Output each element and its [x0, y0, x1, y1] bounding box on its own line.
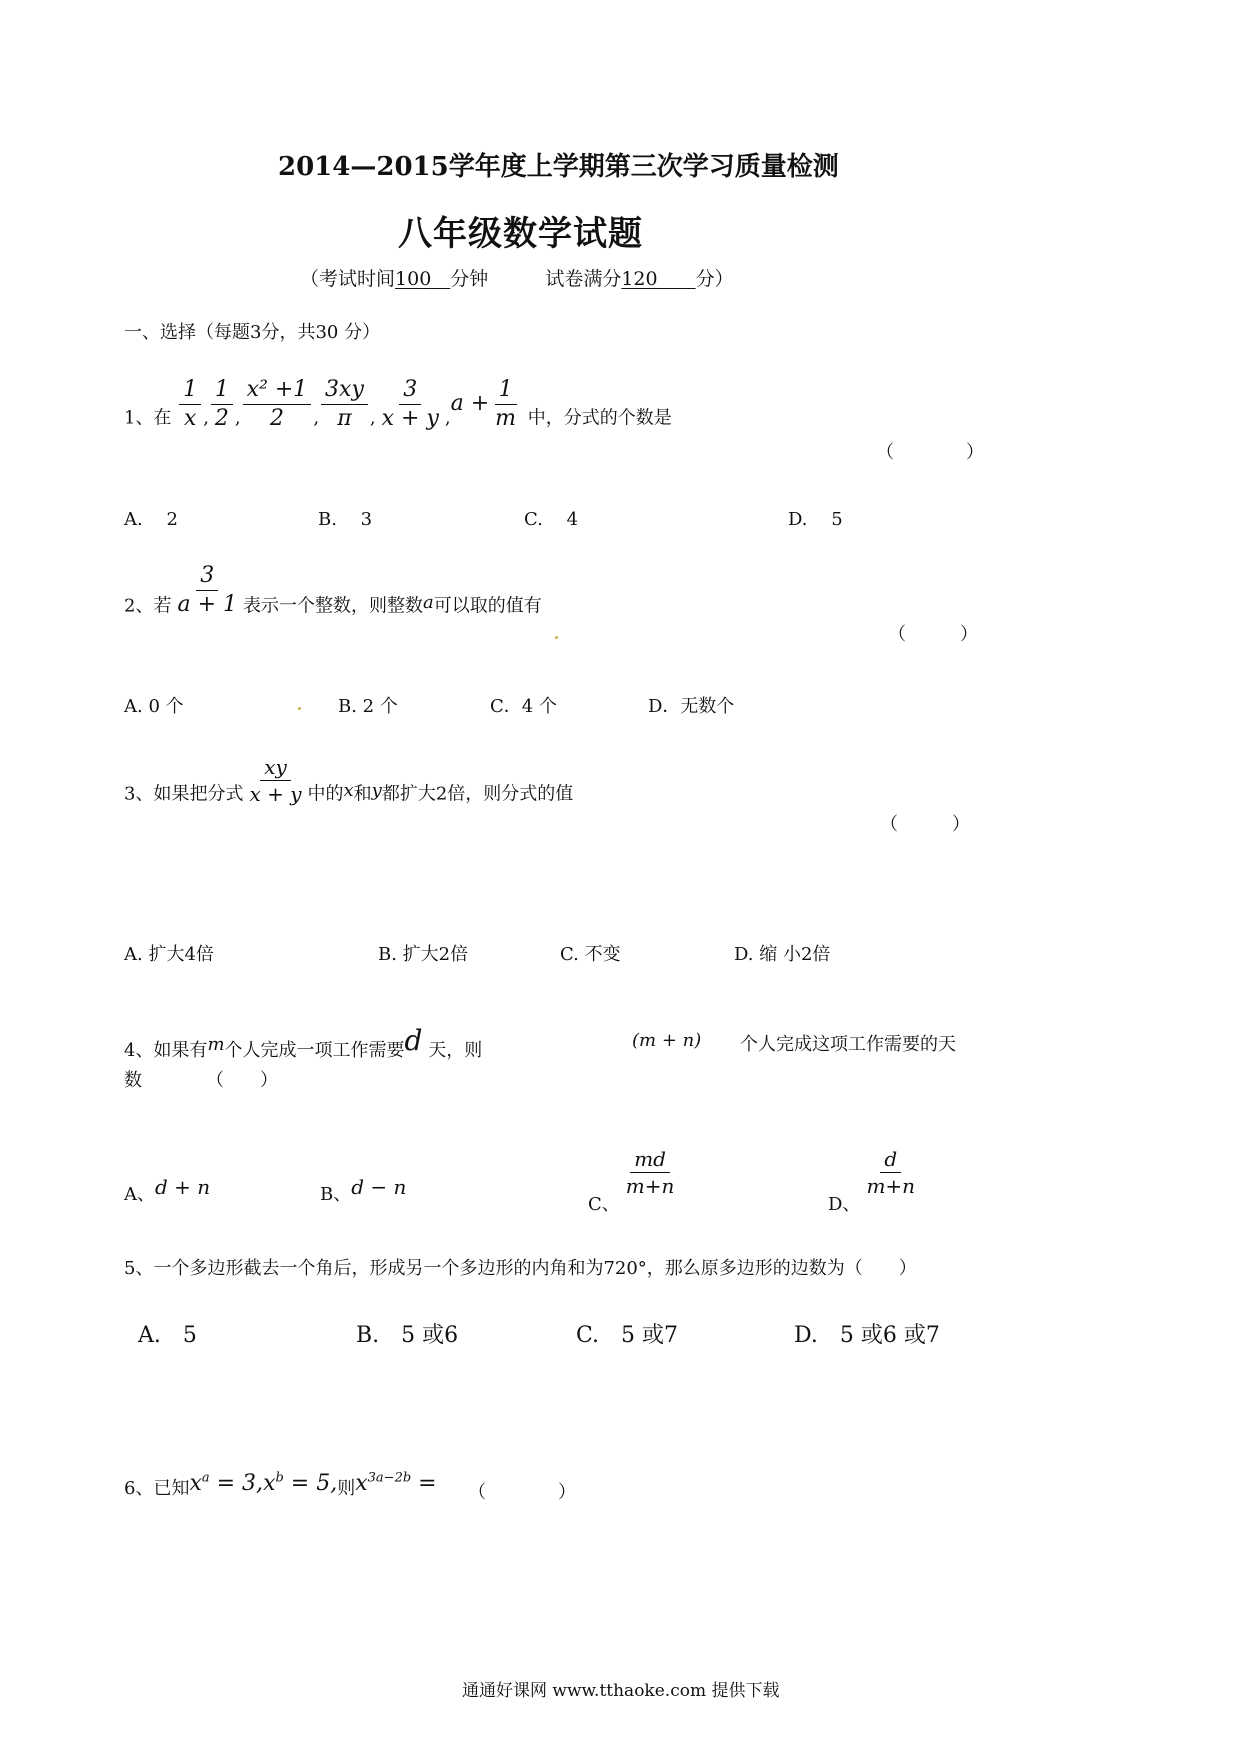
q2-suffix: 可以取的值有 [433, 595, 542, 617]
q1-last-lead: a + [450, 390, 490, 416]
q4-var-m: m [207, 1034, 225, 1055]
q1-option-c: C. 4 [524, 509, 579, 530]
footer-source: 通通好课网 www.tthaoke.com 提供下载 [462, 1681, 780, 1701]
q2-option-d: D．无数个 [648, 696, 735, 717]
question-3 [124, 755, 574, 819]
q4-option-a-expr: d + n [155, 1175, 211, 1199]
q3-option-a: A. 扩大4倍 [124, 944, 214, 965]
q3-var2: y [371, 779, 382, 801]
q4-option-c-frac: $\frac{md}{m+n}$ [625, 1147, 675, 1198]
q4-expr: (m + n) [632, 1030, 702, 1051]
exam-subtitle: 八年级数学试题 [398, 214, 643, 254]
q4-var-d: d [404, 1024, 423, 1057]
info-mid2: 试卷满分 [545, 268, 622, 290]
q1-frac-4: $\frac{3xy}{\pi}$ [321, 378, 368, 431]
q3-prefix: 3、如果把分式 [124, 783, 244, 805]
info-time: 100 [395, 268, 432, 290]
q6-expr-1: $x^a = 3,x^b = 5$, [189, 1470, 338, 1496]
q3-option-c: C. 不变 [560, 944, 621, 965]
info-score: 120 [621, 268, 658, 290]
q4-suffix: 个人完成这项工作需要的天 [740, 1034, 956, 1055]
q4-option-b-expr: d − n [351, 1175, 407, 1199]
q1-frac-2: $\frac{1}{2}$ [211, 378, 233, 431]
q4-answer-bracket: （ ） [206, 1070, 278, 1091]
q3-answer-bracket: （ ） [880, 814, 970, 835]
scan-speck [298, 707, 301, 710]
question-4 [124, 1024, 483, 1063]
q5-option-c: C. 5 或7 [576, 1323, 679, 1348]
question-1: 1、在 $\frac{1}{x}$ , $\frac{1}{2}$ , $\frac{\text{x² +1}}{2}$ , $\frac{3xy}{\pi}$ , $\frac{3}{x + y}$ ,a + $\frac{1}{m}$ 中，分式的个数是 [124, 377, 672, 432]
q1-frac-1: $\frac{1}{x}$ [179, 378, 201, 431]
q1-frac-5: $\frac{3}{x + y}$ [381, 377, 439, 432]
q2-option-a: A. 0 个 [124, 696, 184, 717]
q4-option-a: A、d + n [124, 1175, 211, 1205]
q4-option-c: C、 $\frac{md}{m+n}$ [588, 1148, 680, 1197]
question-2 [124, 563, 542, 633]
question-5: 5、一个多边形截去一个角后，形成另一个多边形的内角和为720°，那么原多边形的边数为（ ） [124, 1258, 917, 1279]
exam-info [300, 264, 734, 291]
q3-mid2: 和 [353, 783, 372, 805]
q3-option-d: D. 缩 小2倍 [734, 944, 831, 965]
q4-option-d-frac: $\frac{d}{m+n}$ [866, 1147, 916, 1198]
q2-option-b: B. 2 个 [338, 696, 398, 717]
q1-answer-bracket: （ ） [876, 442, 984, 463]
exam-title: 2014—2015学年度上学期第三次学习质量检测 [278, 152, 839, 182]
q4-option-d: D、 $\frac{d}{m+n}$ [828, 1148, 921, 1197]
q4-line2: 数 [124, 1070, 142, 1091]
q5-option-d: D. 5 或6 或7 [794, 1323, 940, 1348]
q2-prefix: 2、若 [124, 595, 172, 617]
section-heading: 一、选择（每题3分，共30 分） [124, 322, 381, 343]
q3-suffix: 都扩大2倍，则分式的值 [381, 783, 574, 805]
q4-mid1: 个人完成一项工作需要 [224, 1040, 405, 1061]
q3-frac: $\frac{xy}{x + y}$ [249, 755, 302, 806]
info-suffix: 分） [695, 268, 734, 290]
q4-mid2: 天，则 [428, 1040, 483, 1061]
q1-option-a: A. 2 [124, 509, 178, 530]
q6-prefix: 6、已知 [124, 1478, 190, 1499]
q2-option-c: C．4 个 [490, 696, 557, 717]
q3-mid1: 中的 [307, 783, 344, 805]
q4-prefix: 4、如果有 [124, 1040, 208, 1061]
q1-frac-6: $\frac{1}{m}$ [495, 377, 517, 432]
scan-speck [555, 636, 558, 639]
info-prefix: （考试时间 [300, 268, 396, 290]
q6-expr-3: $x^{3a-2b}$ = [355, 1470, 437, 1496]
q1-suffix: 中，分式的个数是 [527, 407, 672, 429]
q1-option-b: B. 3 [318, 509, 373, 530]
q2-var: a [423, 591, 434, 613]
q3-var1: x [343, 779, 354, 801]
q5-option-b: B. 5 或6 [356, 1323, 459, 1348]
q4-option-b: B、d − n [320, 1175, 407, 1205]
q2-frac: $\frac{3}{a + 1}$ [177, 563, 237, 618]
q2-mid: 表示一个整数，则整数 [243, 595, 423, 617]
q2-answer-bracket: （ ） [888, 624, 978, 645]
q6-answer-bracket: （ ） [468, 1482, 576, 1503]
q1-option-d: D. 5 [788, 509, 843, 530]
q1-prefix: 1、在 [124, 407, 172, 429]
q6-mid: 则 [337, 1478, 356, 1499]
q5-option-a: A. 5 [138, 1323, 197, 1348]
q1-frac-3: $\frac{\text{x² +1}}{2}$ [243, 378, 312, 431]
question-6 [124, 1470, 437, 1500]
q3-option-b: B. 扩大2倍 [378, 944, 469, 965]
info-mid: 分钟 [450, 268, 489, 290]
